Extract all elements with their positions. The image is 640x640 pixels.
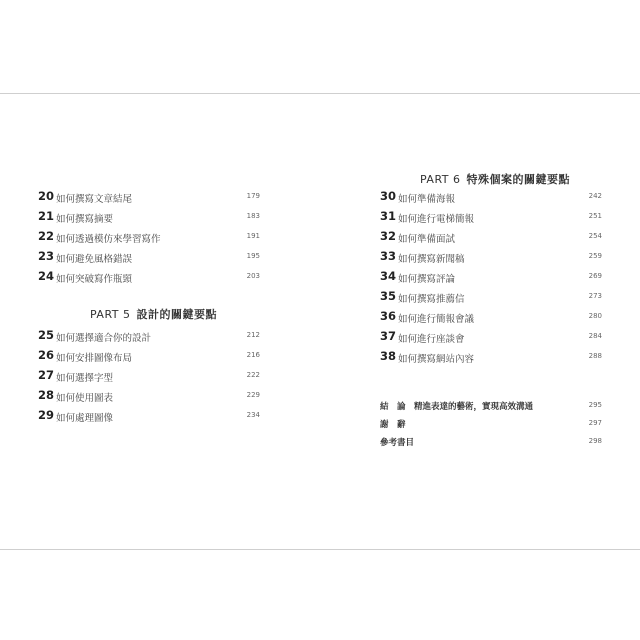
part-heading (420, 171, 570, 187)
chapter-number: 38 (380, 349, 397, 363)
toc-entry[interactable] (38, 368, 260, 384)
part-title: 設計的關鍵要點 (136, 308, 218, 321)
chapter-number: 27 (38, 368, 55, 382)
part-heading (90, 306, 217, 322)
chapter-number: 28 (38, 388, 55, 402)
toc-entry[interactable] (380, 329, 602, 345)
chapter-title: 如何撰寫網站內容 (398, 354, 475, 365)
page-number: 273 (588, 292, 602, 300)
chapter-number: 25 (38, 328, 55, 342)
page-number: 203 (246, 272, 260, 280)
page-number: 269 (588, 272, 602, 280)
page-number: 212 (246, 331, 260, 339)
page-number: 216 (246, 351, 260, 359)
toc-entry[interactable] (380, 309, 602, 325)
toc-entry[interactable] (380, 249, 602, 265)
page-number: 234 (246, 411, 260, 419)
chapter-number: 35 (380, 289, 397, 303)
page-number: 183 (246, 212, 260, 220)
chapter-title: 如何進行簡報會議 (398, 314, 475, 325)
chapter-title: 如何突破寫作瓶頸 (56, 274, 133, 285)
chapter-number: 31 (380, 209, 397, 223)
section-title: 參考書目 (380, 438, 415, 448)
chapter-title: 如何選擇適合你的設計 (56, 333, 152, 344)
page-number: 259 (588, 252, 602, 260)
toc-entry-conclusion[interactable] (380, 398, 602, 414)
chapter-title: 如何選擇字型 (56, 373, 114, 384)
page-number: 179 (246, 192, 260, 200)
chapter-number: 36 (380, 309, 397, 323)
page-number: 295 (588, 401, 602, 409)
toc-entry[interactable] (38, 388, 260, 404)
chapter-number: 24 (38, 269, 55, 283)
chapter-title: 如何撰寫新聞稿 (398, 254, 465, 265)
page-number: 298 (588, 437, 602, 445)
chapter-title: 如何處理圖像 (56, 413, 114, 424)
chapter-number: 20 (38, 189, 55, 203)
toc-entry[interactable] (38, 249, 260, 265)
toc-entry[interactable] (38, 189, 260, 205)
toc-entry[interactable] (380, 349, 602, 365)
page-number: 229 (246, 391, 260, 399)
chapter-title: 如何安排圖像布局 (56, 353, 133, 364)
toc-entry[interactable] (38, 328, 260, 344)
toc-entry[interactable] (380, 269, 602, 285)
toc-entry[interactable] (38, 209, 260, 225)
part-label: PART 5 (90, 308, 131, 321)
chapter-title: 如何準備海報 (398, 194, 456, 205)
toc-entry[interactable] (380, 229, 602, 245)
page-number: 242 (588, 192, 602, 200)
chapter-number: 33 (380, 249, 397, 263)
page-number: 195 (246, 252, 260, 260)
chapter-number: 23 (38, 249, 55, 263)
book-page (0, 93, 640, 550)
toc-entry[interactable] (38, 229, 260, 245)
toc-entry[interactable] (38, 408, 260, 424)
chapter-number: 30 (380, 189, 397, 203)
chapter-number: 32 (380, 229, 397, 243)
chapter-title: 如何撰寫推薦信 (398, 294, 465, 305)
chapter-title: 如何避免風格錯誤 (56, 254, 133, 265)
toc-entry[interactable] (38, 348, 260, 364)
chapter-title: 如何透過模仿來學習寫作 (56, 234, 161, 245)
page-number: 254 (588, 232, 602, 240)
part-title: 特殊個案的關鍵要點 (466, 173, 571, 186)
page-number: 222 (246, 371, 260, 379)
chapter-number: 37 (380, 329, 397, 343)
toc-entry-acknowledgements[interactable] (380, 416, 602, 432)
page-number: 280 (588, 312, 602, 320)
chapter-title: 如何撰寫摘要 (56, 214, 114, 225)
page-number: 284 (588, 332, 602, 340)
toc-entry[interactable] (380, 289, 602, 305)
chapter-number: 34 (380, 269, 397, 283)
section-title: 謝 辭 (380, 420, 406, 430)
chapter-title: 如何使用圖表 (56, 393, 114, 404)
chapter-title: 如何撰寫評論 (398, 274, 456, 285)
toc-entry-references[interactable] (380, 434, 602, 450)
toc-entry[interactable] (38, 269, 260, 285)
chapter-title: 如何準備面試 (398, 234, 456, 245)
toc-entry[interactable] (380, 189, 602, 205)
chapter-number: 26 (38, 348, 55, 362)
page-number: 251 (588, 212, 602, 220)
section-title: 結 論 精進表達的藝術，實現高效溝通 (380, 402, 534, 412)
chapter-title: 如何進行座談會 (398, 334, 465, 345)
chapter-number: 22 (38, 229, 55, 243)
part-label: PART 6 (420, 173, 461, 186)
page-number: 191 (246, 232, 260, 240)
chapter-number: 29 (38, 408, 55, 422)
chapter-title: 如何進行電梯簡報 (398, 214, 475, 225)
toc-entry[interactable] (380, 209, 602, 225)
chapter-title: 如何撰寫文章結尾 (56, 194, 133, 205)
chapter-number: 21 (38, 209, 55, 223)
page-number: 297 (588, 419, 602, 427)
page-number: 288 (588, 352, 602, 360)
